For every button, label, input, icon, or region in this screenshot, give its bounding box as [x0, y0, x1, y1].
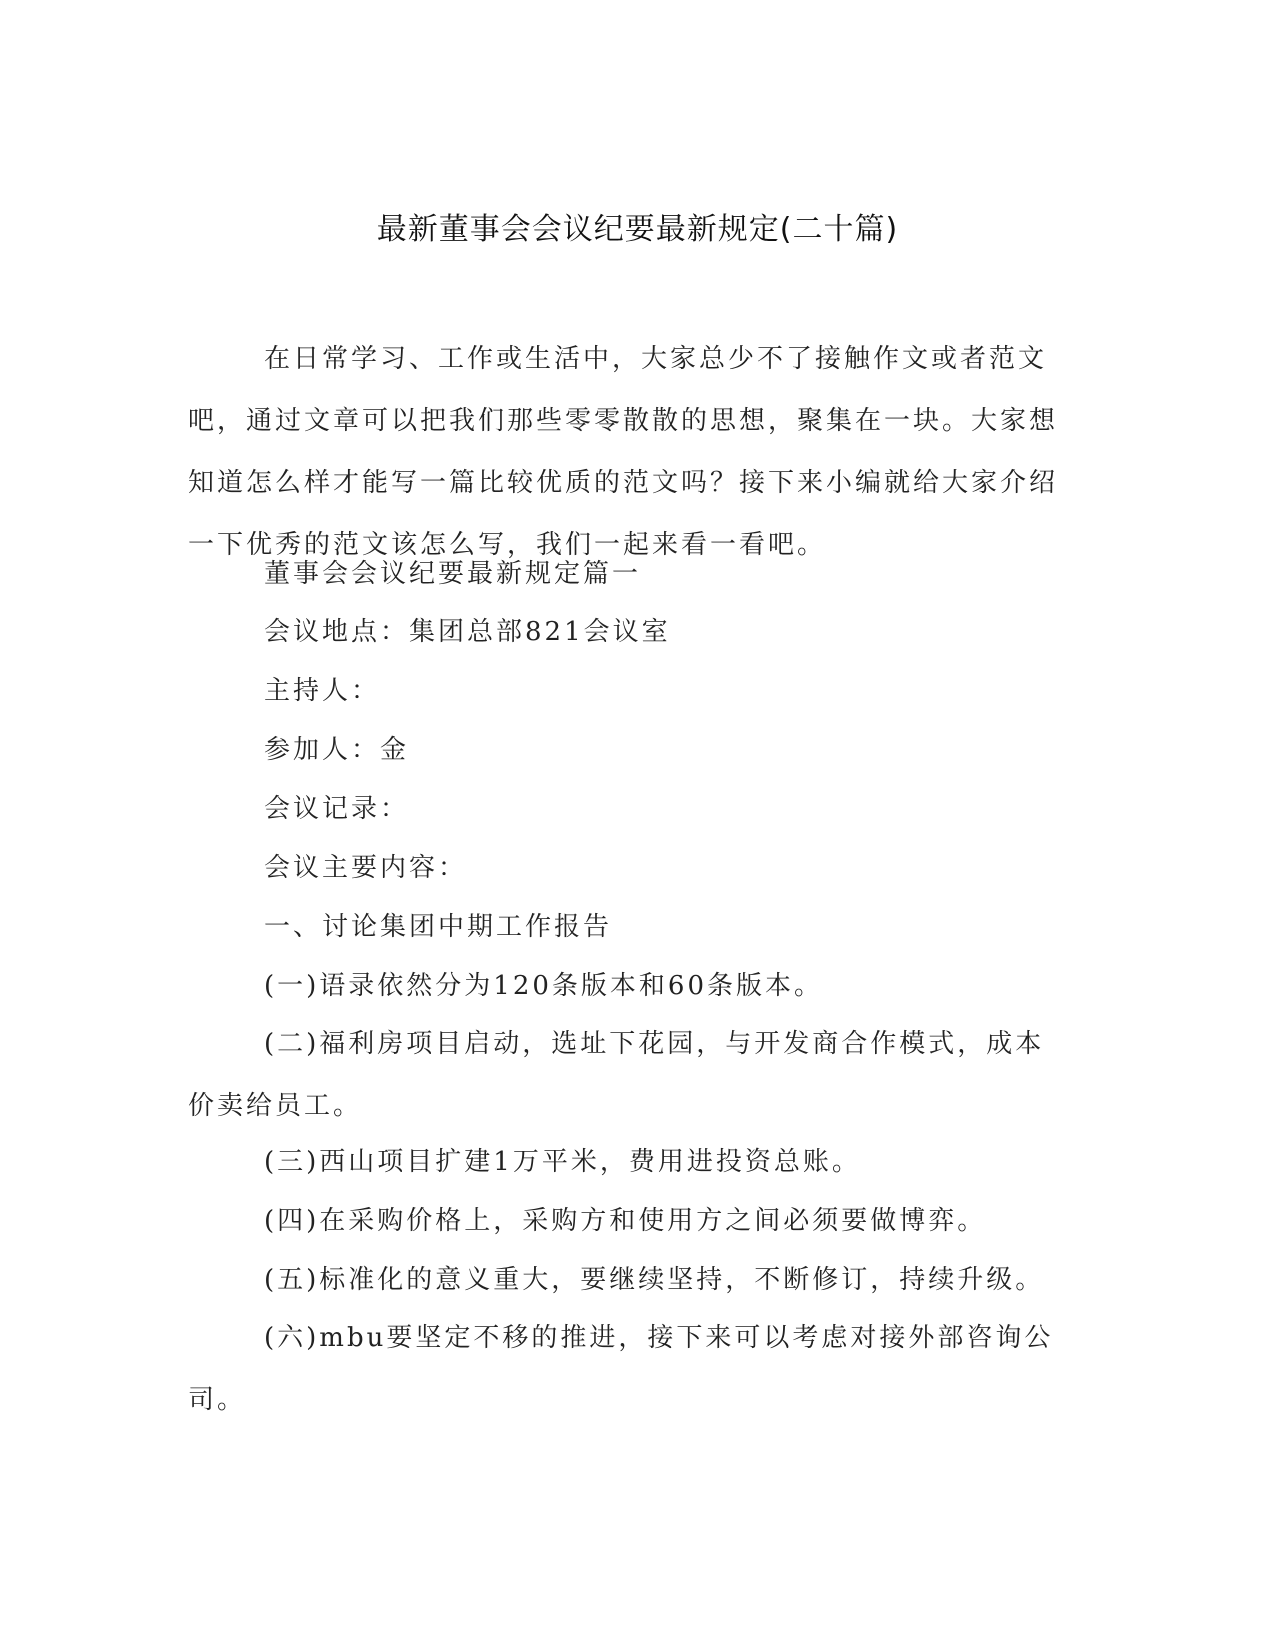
- meeting-location: 会议地点：集团总部821会议室: [264, 617, 671, 647]
- point-item: (一)语录依然分为120条版本和60条版本。: [264, 971, 823, 1001]
- meeting-host: 主持人：: [264, 676, 381, 706]
- meeting-attendees: 参加人：金: [264, 735, 410, 765]
- section-heading: 董事会会议纪要最新规定篇一: [264, 559, 642, 589]
- point-item: (四)在采购价格上，采购方和使用方之间必须要做博弈。: [264, 1206, 987, 1236]
- meeting-recorder: 会议记录：: [264, 794, 410, 824]
- document-title: 最新董事会会议纪要最新规定(二十篇): [376, 212, 899, 247]
- point-item: (三)西山项目扩建1万平米，费用进投资总账。: [264, 1147, 861, 1177]
- point-item: (六)mbu要坚定不移的推进，接下来可以考虑对接外部咨询公司。: [188, 1323, 1054, 1415]
- item-heading: 一、讨论集团中期工作报告: [264, 912, 613, 942]
- intro-paragraph: 在日常学习、工作或生活中，大家总少不了接触作文或者范文吧，通过文章可以把我们那些零零散散的思想，聚集在一块。大家想知道怎么样才能写一篇比较优质的范文吗？接下来小编就给大家介绍一下优秀的范文该怎么写，我们一起来看一看吧。: [188, 344, 1059, 560]
- point-item: (二)福利房项目启动，选址下花园，与开发商合作模式，成本价卖给员工。: [188, 1029, 1045, 1121]
- point-item: (五)标准化的意义重大，要继续坚持，不断修订，持续升级。: [264, 1265, 1045, 1295]
- main-content-heading: 会议主要内容：: [264, 853, 468, 883]
